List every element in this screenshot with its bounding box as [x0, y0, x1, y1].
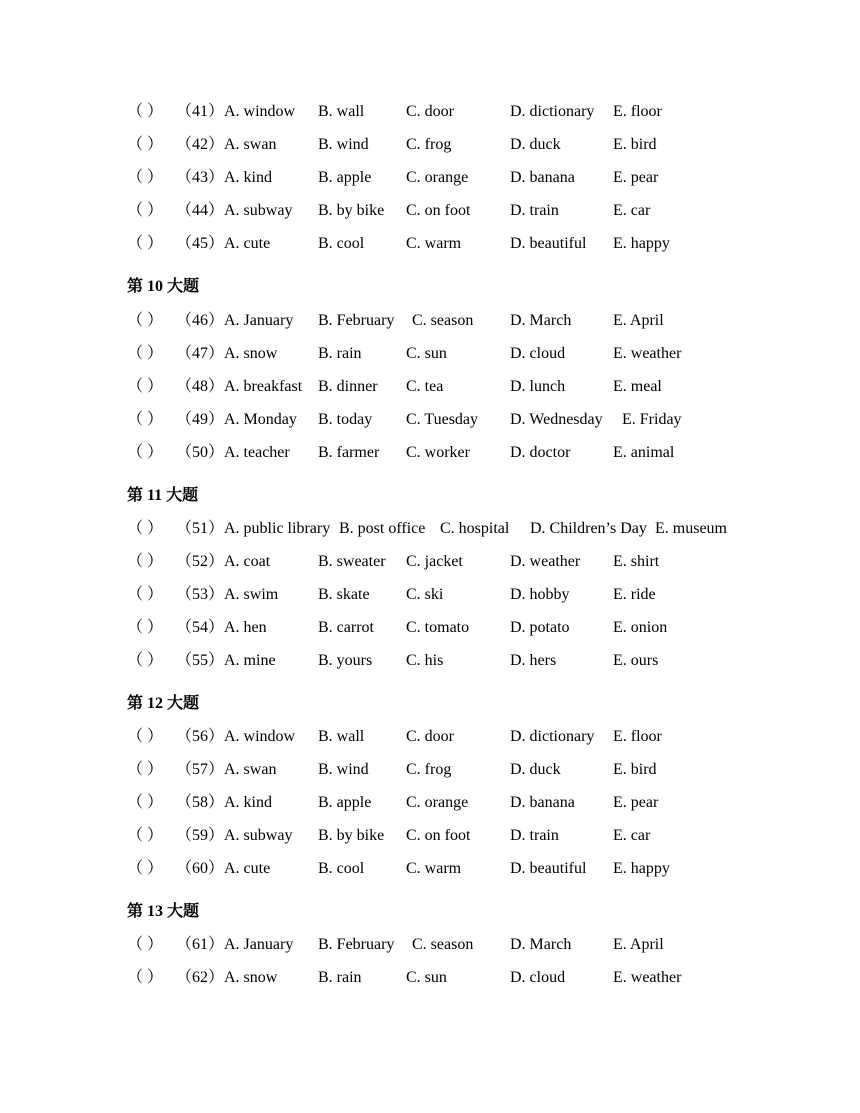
option-c: C. season	[412, 936, 474, 953]
option-e: E. ours	[613, 652, 659, 669]
option-a: A. coat	[224, 553, 271, 570]
question-row	[0, 791, 860, 815]
section-heading: 第 10 大题	[127, 278, 200, 295]
answer-bracket: （ ）	[127, 103, 164, 120]
option-d: D. train	[510, 202, 559, 219]
option-c: C. Tuesday	[406, 411, 479, 428]
option-c: C. frog	[406, 136, 452, 153]
option-b: B. rain	[318, 345, 362, 362]
option-c: C. sun	[406, 969, 447, 986]
option-c: C. on foot	[406, 827, 471, 844]
option-d: D. beautiful	[510, 235, 587, 252]
question-row	[0, 583, 860, 607]
option-b: B. apple	[318, 794, 372, 811]
option-a: A. subway	[224, 202, 293, 219]
option-a: A. kind	[224, 794, 272, 811]
section-heading: 第 13 大题	[127, 903, 200, 920]
option-d: D. weather	[510, 553, 581, 570]
answer-bracket: （ ）	[127, 411, 164, 428]
option-c: C. ski	[406, 586, 444, 603]
option-c: C. his	[406, 652, 444, 669]
option-e: E. April	[613, 312, 664, 329]
option-a: A. swim	[224, 586, 279, 603]
question-row	[0, 100, 860, 124]
answer-bracket: （ ）	[127, 860, 164, 877]
answer-bracket: （ ）	[127, 312, 164, 329]
option-c: C. hospital	[440, 520, 510, 537]
question-row	[0, 649, 860, 673]
option-d: D. hers	[510, 652, 557, 669]
option-a: A. snow	[224, 345, 278, 362]
option-a: A. snow	[224, 969, 278, 986]
question-number: （46）	[176, 312, 225, 329]
answer-bracket: （ ）	[127, 586, 164, 603]
answer-bracket: （ ）	[127, 378, 164, 395]
option-a: A. kind	[224, 169, 272, 186]
option-e: E. car	[613, 827, 651, 844]
question-row	[0, 375, 860, 399]
option-c: C. warm	[406, 860, 462, 877]
option-e: E. Friday	[622, 411, 682, 428]
question-number: （44）	[176, 202, 225, 219]
option-b: B. by bike	[318, 827, 385, 844]
option-c: C. door	[406, 103, 454, 120]
option-d: D. potato	[510, 619, 570, 636]
option-d: D. duck	[510, 136, 561, 153]
option-e: E. bird	[613, 761, 657, 778]
option-a: A. Monday	[224, 411, 297, 428]
answer-bracket: （ ）	[127, 652, 164, 669]
option-b: B. yours	[318, 652, 373, 669]
option-e: E. floor	[613, 728, 662, 745]
option-b: B. wind	[318, 136, 369, 153]
option-a: A. January	[224, 312, 294, 329]
option-d: D. Wednesday	[510, 411, 603, 428]
section-heading: 第 11 大题	[127, 487, 199, 504]
option-d: D. March	[510, 936, 572, 953]
question-row	[0, 133, 860, 157]
option-c: C. tomato	[406, 619, 470, 636]
question-number: （54）	[176, 619, 225, 636]
question-number: （59）	[176, 827, 225, 844]
option-a: A. window	[224, 103, 296, 120]
option-d: D. dictionary	[510, 728, 595, 745]
option-b: B. carrot	[318, 619, 374, 636]
answer-bracket: （ ）	[127, 136, 164, 153]
answer-bracket: （ ）	[127, 761, 164, 778]
option-e: E. floor	[613, 103, 662, 120]
option-d: D. March	[510, 312, 572, 329]
option-b: B. skate	[318, 586, 370, 603]
option-e: E. pear	[613, 794, 659, 811]
question-row	[0, 550, 860, 574]
section-heading: 第 12 大题	[127, 695, 200, 712]
option-c: C. orange	[406, 794, 469, 811]
option-c: C. tea	[406, 378, 444, 395]
option-a: A. cute	[224, 860, 271, 877]
option-c: C. sun	[406, 345, 447, 362]
option-c: C. season	[412, 312, 474, 329]
answer-bracket: （ ）	[127, 827, 164, 844]
option-d: D. hobby	[510, 586, 570, 603]
option-b: B. wind	[318, 761, 369, 778]
question-number: （45）	[176, 235, 225, 252]
answer-bracket: （ ）	[127, 169, 164, 186]
option-e: E. weather	[613, 969, 682, 986]
answer-bracket: （ ）	[127, 235, 164, 252]
option-a: A. swan	[224, 761, 277, 778]
question-number: （42）	[176, 136, 225, 153]
question-number: （58）	[176, 794, 225, 811]
option-b: B. rain	[318, 969, 362, 986]
option-e: E. museum	[655, 520, 727, 537]
question-number: （47）	[176, 345, 225, 362]
answer-bracket: （ ）	[127, 444, 164, 461]
question-row	[0, 199, 860, 223]
question-row	[0, 309, 860, 333]
question-number: （57）	[176, 761, 225, 778]
answer-bracket: （ ）	[127, 619, 164, 636]
option-e: E. onion	[613, 619, 668, 636]
option-e: E. April	[613, 936, 664, 953]
option-d: D. doctor	[510, 444, 571, 461]
option-e: E. ride	[613, 586, 656, 603]
option-c: C. jacket	[406, 553, 463, 570]
option-e: E. meal	[613, 378, 662, 395]
answer-bracket: （ ）	[127, 728, 164, 745]
option-e: E. happy	[613, 860, 670, 877]
question-number: （56）	[176, 728, 225, 745]
question-row	[0, 441, 860, 465]
option-a: A. January	[224, 936, 294, 953]
option-a: A. hen	[224, 619, 267, 636]
question-row	[0, 616, 860, 640]
question-row	[0, 725, 860, 749]
question-number: （41）	[176, 103, 225, 120]
question-row	[0, 408, 860, 432]
option-b: B. February	[318, 936, 395, 953]
question-number: （49）	[176, 411, 225, 428]
option-a: A. mine	[224, 652, 276, 669]
question-row	[0, 966, 860, 990]
question-number: （61）	[176, 936, 225, 953]
question-row	[0, 342, 860, 366]
option-a: A. breakfast	[224, 378, 303, 395]
question-number: （53）	[176, 586, 225, 603]
option-b: B. sweater	[318, 553, 386, 570]
question-row	[0, 758, 860, 782]
option-d: D. cloud	[510, 345, 566, 362]
question-number: （62）	[176, 969, 225, 986]
option-d: D. train	[510, 827, 559, 844]
option-a: A. teacher	[224, 444, 290, 461]
answer-bracket: （ ）	[127, 794, 164, 811]
option-d: D. dictionary	[510, 103, 595, 120]
question-row	[0, 824, 860, 848]
option-b: B. today	[318, 411, 373, 428]
question-number: （48）	[176, 378, 225, 395]
option-b: B. wall	[318, 103, 365, 120]
option-d: D. Children’s Day	[530, 520, 647, 537]
option-a: A. cute	[224, 235, 271, 252]
option-a: A. public library	[224, 520, 331, 537]
option-d: D. banana	[510, 169, 575, 186]
option-a: A. window	[224, 728, 296, 745]
option-c: C. frog	[406, 761, 452, 778]
option-d: D. banana	[510, 794, 575, 811]
answer-bracket: （ ）	[127, 345, 164, 362]
option-c: C. door	[406, 728, 454, 745]
option-e: E. shirt	[613, 553, 660, 570]
answer-bracket: （ ）	[127, 936, 164, 953]
option-b: B. apple	[318, 169, 372, 186]
option-e: E. car	[613, 202, 651, 219]
question-row	[0, 933, 860, 957]
option-d: D. beautiful	[510, 860, 587, 877]
question-row	[0, 517, 860, 541]
question-number: （55）	[176, 652, 225, 669]
question-row	[0, 232, 860, 256]
option-b: B. farmer	[318, 444, 380, 461]
option-d: D. duck	[510, 761, 561, 778]
answer-bracket: （ ）	[127, 202, 164, 219]
option-c: C. on foot	[406, 202, 471, 219]
answer-bracket: （ ）	[127, 553, 164, 570]
option-b: B. wall	[318, 728, 365, 745]
question-row	[0, 857, 860, 881]
option-b: B. February	[318, 312, 395, 329]
question-row	[0, 166, 860, 190]
question-number: （51）	[176, 520, 225, 537]
option-e: E. animal	[613, 444, 675, 461]
option-e: E. bird	[613, 136, 657, 153]
option-c: C. worker	[406, 444, 470, 461]
option-b: B. cool	[318, 860, 365, 877]
option-d: D. lunch	[510, 378, 566, 395]
option-c: C. warm	[406, 235, 462, 252]
question-number: （50）	[176, 444, 225, 461]
option-b: B. dinner	[318, 378, 378, 395]
answer-bracket: （ ）	[127, 969, 164, 986]
option-c: C. orange	[406, 169, 469, 186]
option-b: B. post office	[339, 520, 426, 537]
answer-bracket: （ ）	[127, 520, 164, 537]
option-e: E. weather	[613, 345, 682, 362]
option-b: B. by bike	[318, 202, 385, 219]
option-a: A. swan	[224, 136, 277, 153]
option-a: A. subway	[224, 827, 293, 844]
question-number: （60）	[176, 860, 225, 877]
option-d: D. cloud	[510, 969, 566, 986]
option-e: E. pear	[613, 169, 659, 186]
question-number: （52）	[176, 553, 225, 570]
question-number: （43）	[176, 169, 225, 186]
option-b: B. cool	[318, 235, 365, 252]
option-e: E. happy	[613, 235, 670, 252]
